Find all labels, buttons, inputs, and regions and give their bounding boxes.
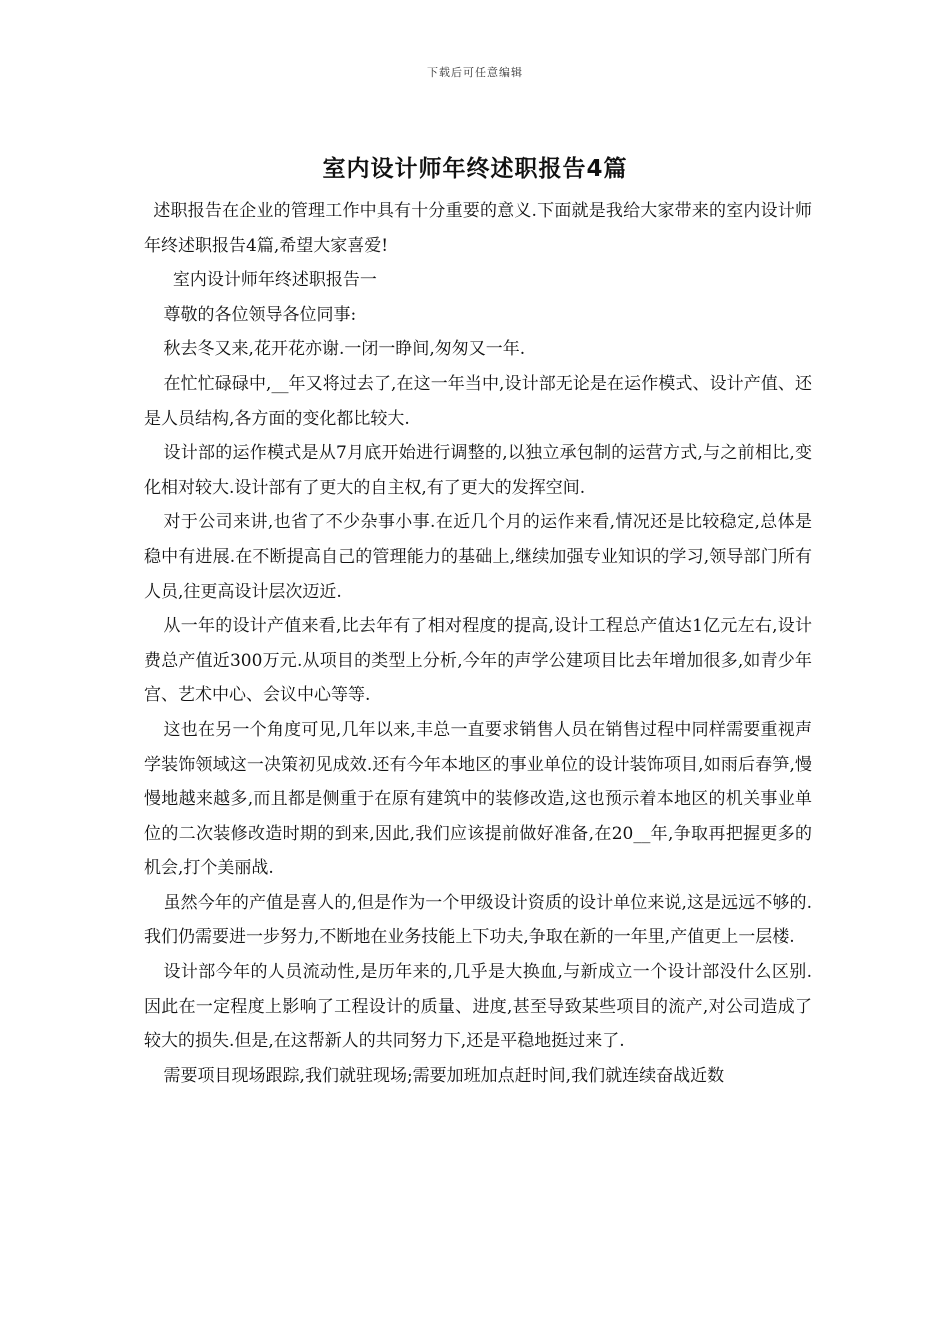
body-paragraph: 设计部的运作模式是从7月底开始进行调整的,以独立承包制的运营方式,与之前相比,变化相对较大.设计部有了更大的自主权,有了更大的发挥空间. (144, 443, 812, 498)
body-paragraph: 在忙忙碌碌中,__年又将过去了,在这一年当中,设计部无论是在运作模式、设计产值、还是人员结构,各方面的变化都比较大. (144, 373, 812, 429)
section-heading: 室内设计师年终述职报告一 (172, 270, 377, 291)
body-paragraph: 对于公司来讲,也省了不少杂事小事.在近几个月的运作来看,情况还是比较稳定,总体是稳中有进展.在不断提高自己的管理能力的基础上,继续加强专业知识的学习,领导部门所有人员,往更高设计层次迈近. (144, 512, 812, 602)
body-paragraph: 从一年的设计产值来看,比去年有了相对程度的提高,设计工程总产值达1亿元左右,设计费总产值近300万元.从项目的类型上分析,今年的声学公建项目比去年增加很多,如青少年宫、艺术中心、会议中心等等. (144, 616, 812, 706)
page-header-note: 下载后可任意编辑 (427, 66, 523, 79)
salutation: 尊敬的各位领导各位同事: (163, 304, 357, 325)
document-body (144, 194, 812, 1093)
document-title: 室内设计师年终述职报告4篇 (322, 156, 628, 182)
body-paragraph: 设计部今年的人员流动性,是历年来的,几乎是大换血,与新成立一个设计部没什么区别.因此在一定程度上影响了工程设计的质量、进度,甚至导致某些项目的流产,对公司造成了较大的损失.但是,在这帮新人的共同努力下,还是平稳地挺过来了. (144, 962, 812, 1052)
body-paragraph: 秋去冬又来,花开花亦谢.一闭一睁间,匆匆又一年. (163, 339, 526, 360)
body-paragraph: 虽然今年的产值是喜人的,但是作为一个甲级设计资质的设计单位来说,这是远远不够的.我们仍需要进一步努力,不断地在业务技能上下功夫,争取在新的一年里,产值更上一层楼. (144, 892, 812, 948)
body-paragraph: 这也在另一个角度可见,几年以来,丰总一直要求销售人员在销售过程中同样需要重视声学装饰领域这一决策初见成效.还有今年本地区的事业单位的设计装饰项目,如雨后春笋,慢慢地越来越多,而且都是侧重于在原有建筑中的装修改造,这也预示着本地区的机关事业单位的二次装修改造时期的到来,因此,我们应该提前做好准备,在20__年,争取再把握更多的机会,打个美丽战. (144, 719, 812, 879)
intro-paragraph: 述职报告在企业的管理工作中具有十分重要的意义.下面就是我给大家带来的室内设计师年终述职报告4篇,希望大家喜爱! (144, 201, 812, 256)
body-paragraph: 需要项目现场跟踪,我们就驻现场;需要加班加点赶时间,我们就连续奋战近数 (163, 1065, 725, 1086)
